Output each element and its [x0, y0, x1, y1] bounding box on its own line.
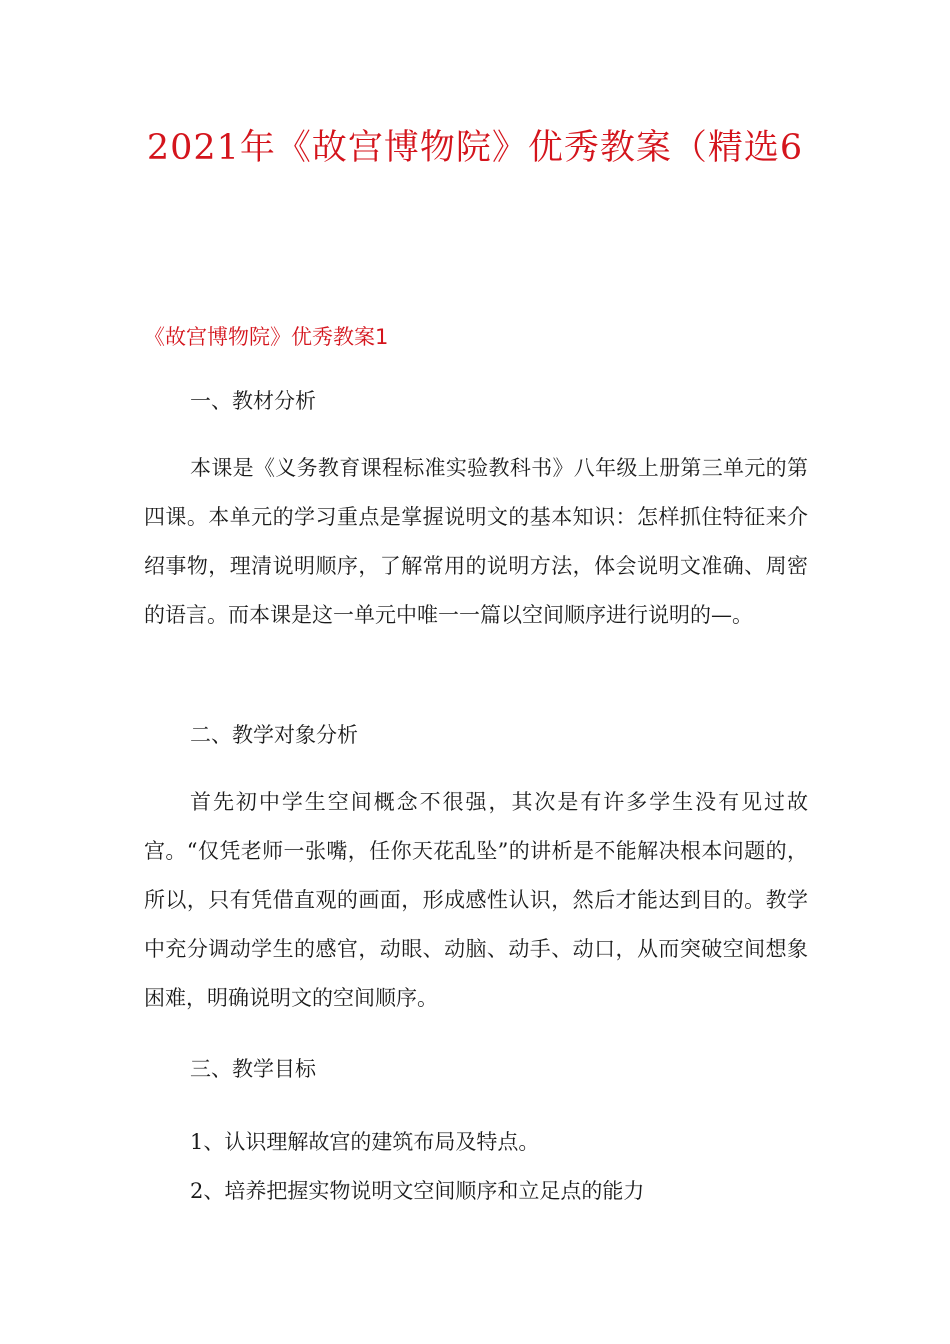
- paragraph-textbook-analysis: 本课是《义务教育课程标准实验教科书》八年级上册第三单元的第四课。本单元的学习重点是掌握说明文的基本知识：怎样抓住特征来介绍事物，理清说明顺序，了解常用的说明方法，体会说明文准确、周密的语言。而本课是这一单元中唯一一篇以空间顺序进行说明的—。: [144, 456, 808, 627]
- heading-student-analysis: 二、教学对象分析: [190, 723, 358, 747]
- heading-textbook-analysis: 一、教材分析: [190, 389, 316, 413]
- paragraph-student-analysis: 首先初中学生空间概念不很强，其次是有许多学生没有见过故宫。“仅凭老师一张嘴，任你天花乱坠”的讲析是不能解决根本问题的，所以，只有凭借直观的画面，形成感性认识，然后才能达到目的。教学中充分调动学生的感官，动眼、动脑、动手、动口，从而突破空间想象困难，明确说明文的空间顺序。: [144, 790, 808, 1010]
- list-item: 1、认识理解故宫的建筑布局及特点。: [190, 1130, 540, 1154]
- heading-teaching-goals: 三、教学目标: [190, 1057, 316, 1081]
- document-title: 2021年《故宫博物院》优秀教案（精选6: [146, 128, 804, 168]
- section-heading: 《故宫博物院》优秀教案1: [144, 325, 389, 349]
- list-item: 2、培养把握实物说明文空间顺序和立足点的能力: [190, 1179, 645, 1203]
